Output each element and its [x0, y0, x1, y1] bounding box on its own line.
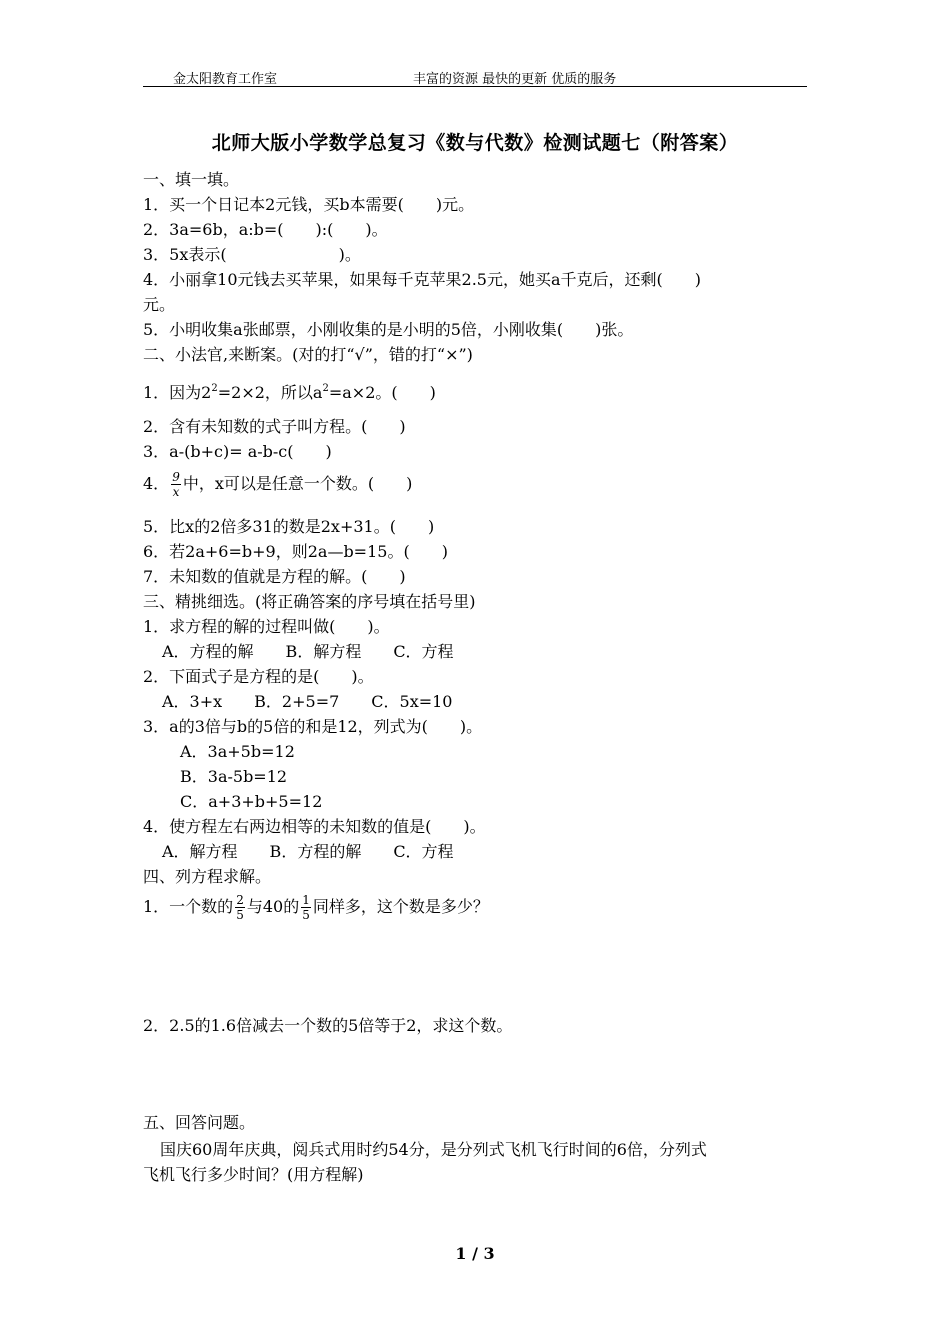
s2-q4-rest: 中，x可以是任意一个数。( )	[182, 474, 413, 493]
s3-question-3: 3．a的3倍与b的5倍的和是12，列式为( )。	[143, 717, 483, 736]
s2-q4-prefix: 4．	[143, 474, 170, 493]
s1-question-3: 3．5x表示( )。	[143, 245, 361, 264]
s3-question-1-options: A．方程的解 B．解方程 C．方程	[162, 642, 454, 661]
section-5-heading: 五、回答问题。	[143, 1113, 256, 1132]
header-rule	[143, 86, 807, 87]
s4-q1-fraction-2-numerator: 1	[302, 893, 310, 907]
s2-question-7: 7．未知数的值就是方程的解。( )	[143, 567, 406, 586]
s2-question-3: 3．a-(b+c)= a-b-c( )	[143, 442, 332, 461]
s2-q1-part3: =a×2。( )	[328, 383, 436, 402]
s5-paragraph-line2: 飞机飞行多少时间？(用方程解)	[143, 1165, 364, 1184]
s2-q4-fraction-numerator: 9	[172, 470, 180, 484]
s4-question-1	[143, 893, 489, 922]
s2-question-1	[143, 383, 436, 403]
section-3-heading: 三、精挑细选。(将正确答案的序号填在括号里)	[143, 592, 476, 611]
s4-q1-fraction-2-denominator: 5	[302, 908, 310, 922]
s2-q4-fraction-denominator: x	[172, 485, 180, 499]
s2-question-2: 2．含有未知数的式子叫方程。( )	[143, 417, 406, 436]
page-title: 北师大版小学数学总复习《数与代数》检测试题七（附答案）	[211, 132, 739, 154]
s3-question-3-option-a: A．3a+5b=12	[180, 742, 295, 761]
s1-question-5: 5．小明收集a张邮票，小刚收集的是小明的5倍，小刚收集( )张。	[143, 320, 634, 339]
page-number: 1 / 3	[455, 1244, 495, 1263]
s4-q1-fraction-1	[235, 893, 245, 922]
s3-question-3-option-b: B．3a-5b=12	[180, 767, 288, 786]
s2-question-5: 5．比x的2倍多31的数是2x+31。( )	[143, 517, 435, 536]
section-1-heading: 一、填一填。	[143, 170, 240, 189]
s1-question-2: 2．3a=6b，a:b=( ):( )。	[143, 220, 388, 239]
s2-q1-part2: =2×2，所以a	[217, 383, 323, 402]
s3-question-3-option-c: C．a+3+b+5=12	[180, 792, 323, 811]
s4-q1-part3: 同样多，这个数是多少？	[312, 897, 489, 916]
s3-question-2-options: A．3+x B．2+5=7 C．5x=10	[162, 692, 453, 711]
s4-q1-fraction-1-numerator: 2	[236, 893, 244, 907]
s4-q1-part1: 1．一个数的	[143, 897, 234, 916]
header-right: 丰富的资源 最快的更新 优质的服务	[413, 72, 617, 87]
s2-q4-fraction	[171, 470, 181, 499]
s2-q1-exponent-2: 2	[322, 383, 329, 394]
section-4-heading: 四、列方程求解。	[143, 867, 272, 886]
s2-q1-part1: 1．因为2	[143, 383, 212, 402]
s4-q1-fraction-2	[301, 893, 311, 922]
s1-question-1: 1．买一个日记本2元钱，买b本需要( )元。	[143, 195, 475, 214]
s1-question-4-line2: 元。	[143, 295, 176, 314]
section-2-heading: 二、小法官,来断案。(对的打“√”，错的打“×”)	[143, 345, 473, 364]
s3-question-4-options: A．解方程 B．方程的解 C．方程	[162, 842, 454, 861]
s4-question-2: 2．2.5的1.6倍减去一个数的5倍等于2，求这个数。	[143, 1016, 513, 1035]
s1-question-4-line1: 4．小丽拿10元钱去买苹果，如果每千克苹果2.5元，她买a千克后，还剩( )	[143, 270, 702, 289]
s4-q1-part2: 与40的	[246, 897, 300, 916]
s4-q1-fraction-1-denominator: 5	[236, 908, 244, 922]
s2-question-4	[143, 470, 412, 499]
s3-question-2: 2．下面式子是方程的是( )。	[143, 667, 374, 686]
header-left: 金太阳教育工作室	[173, 72, 278, 87]
s2-q1-exponent-1: 2	[211, 383, 218, 394]
s5-paragraph-line1: 国庆60周年庆典，阅兵式用时约54分，是分列式飞机飞行时间的6倍，分列式	[160, 1140, 707, 1159]
s2-question-6: 6．若2a+6=b+9，则2a—b=15。( )	[143, 542, 448, 561]
s3-question-4: 4．使方程左右两边相等的未知数的值是( )。	[143, 817, 486, 836]
s3-question-1: 1．求方程的解的过程叫做( )。	[143, 617, 390, 636]
